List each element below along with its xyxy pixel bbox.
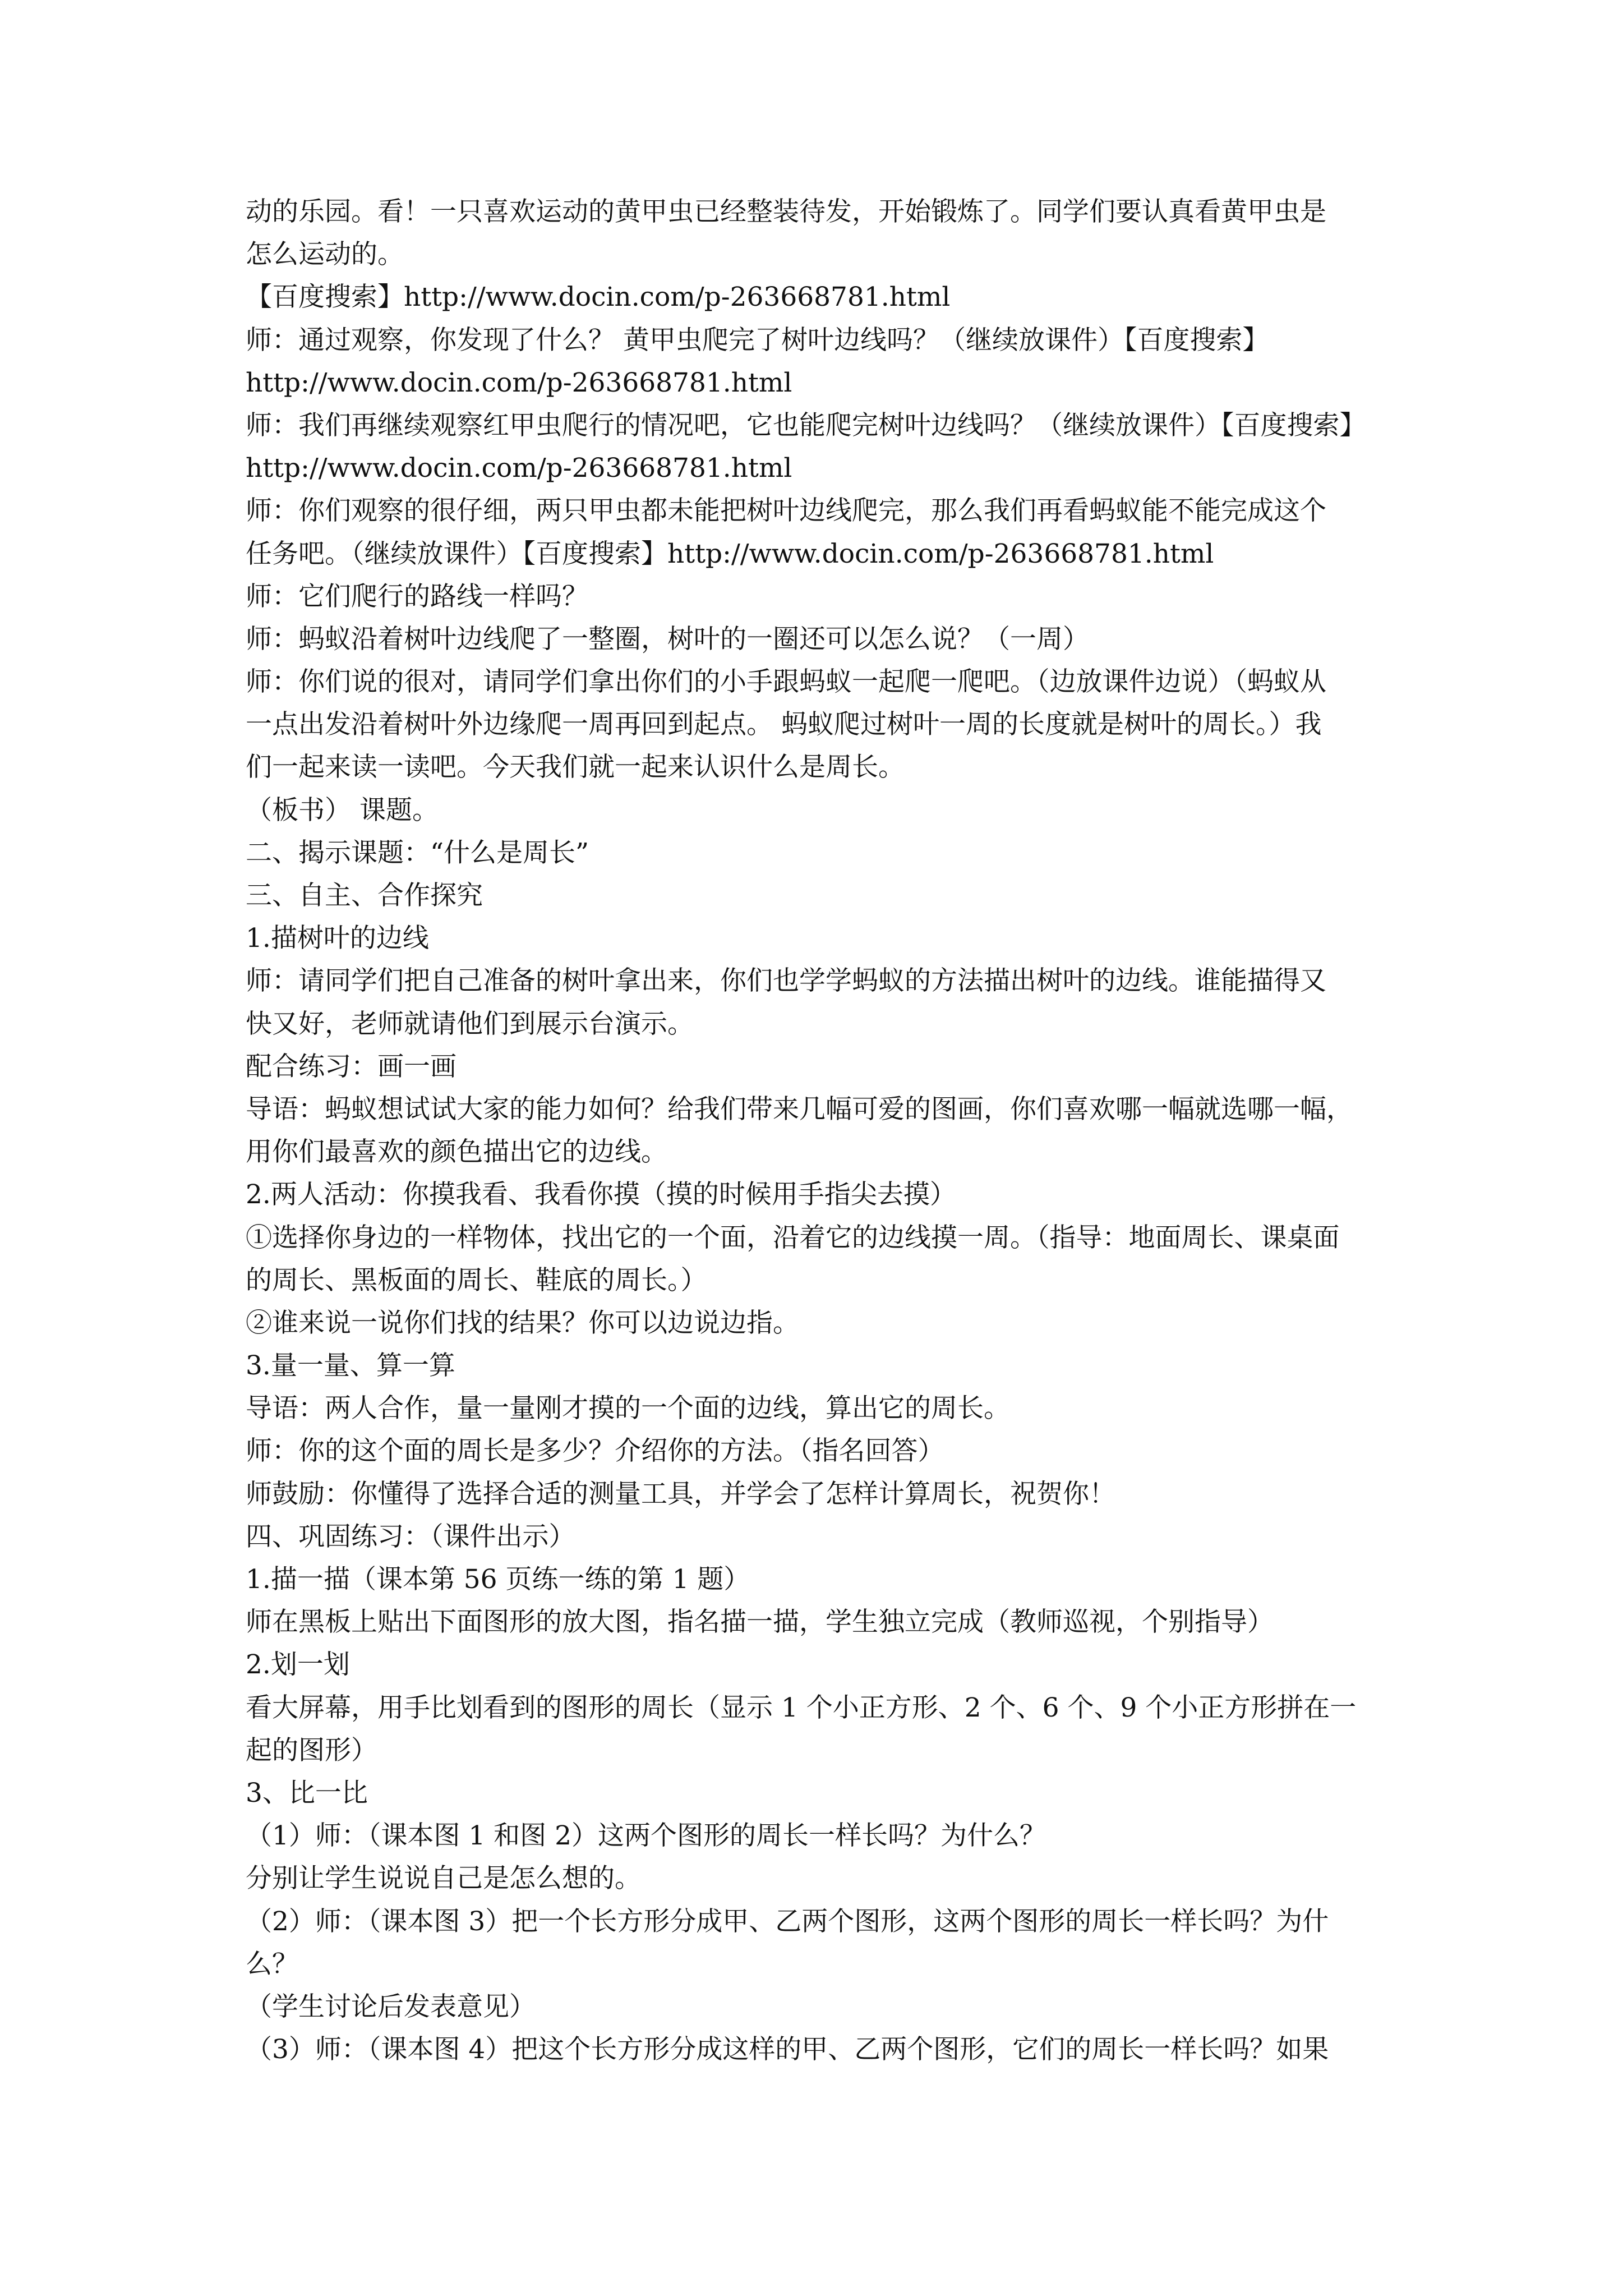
text-line: 快又好，老师就请他们到展示台演示。 xyxy=(246,1008,694,1039)
text-line: 们一起来读一读吧。今天我们就一起来认识什么是周长。 xyxy=(246,752,905,783)
text-line: 师：蚂蚁沿着树叶边线爬了一整圈，树叶的一圈还可以怎么说？（一周） xyxy=(246,623,1089,655)
text-line: 用你们最喜欢的颜色描出它的边线。 xyxy=(246,1137,667,1168)
text-line: 导语：蚂蚁想试试大家的能力如何？给我们带来几幅可爱的图画，你们喜欢哪一幅就选哪一幅， xyxy=(246,1093,1353,1125)
text-line: ②谁来说一说你们找的结果？你可以边说边指。 xyxy=(246,1307,799,1338)
text-line: 看大屏幕，用手比划看到的图形的周长（显示 1 个小正方形、2 个、6 个、9 个小正方形拼在一 xyxy=(246,1692,1357,1723)
subsection-heading: 2.划一划 xyxy=(246,1649,350,1681)
text-line: （1）师：（课本图 1 和图 2）这两个图形的周长一样长吗？为什么？ xyxy=(246,1820,1046,1852)
text-line: 师：你们说的很对，请同学们拿出你们的小手跟蚂蚁一起爬一爬吧。（边放课件边说）（蚂蚁从 xyxy=(246,666,1326,698)
subsection-heading: 2.两人活动：你摸我看、我看你摸（摸的时候用手指尖去摸） xyxy=(246,1179,956,1211)
text-line: 么？ xyxy=(246,1948,298,1980)
subsection-heading: 3.量一量、算一算 xyxy=(246,1350,455,1382)
text-line: 配合练习：画一画 xyxy=(246,1051,457,1082)
section-heading: 三、自主、合作探究 xyxy=(246,880,483,911)
text-line: 师：请同学们把自己准备的树叶拿出来，你们也学学蚂蚁的方法描出树叶的边线。谁能描得又 xyxy=(246,965,1326,997)
text-line: 师鼓励：你懂得了选择合适的测量工具，并学会了怎样计算周长，祝贺你！ xyxy=(246,1478,1115,1510)
text-line: 任务吧。（继续放课件）【百度搜索】http://www.docin.com/p-263668781.html xyxy=(246,538,1214,569)
text-line: http://www.docin.com/p-263668781.html xyxy=(246,367,792,398)
text-line: 一点出发沿着树叶外边缘爬一周再回到起点。 蚂蚁爬过树叶一周的长度就是树叶的周长。）我 xyxy=(246,709,1322,740)
text-line: （学生讨论后发表意见） xyxy=(246,1991,536,2022)
text-line: 师：通过观察，你发现了什么？ 黄甲虫爬完了树叶边线吗？（继续放课件）【百度搜索】 xyxy=(246,324,1269,356)
text-line: 师：你们观察的很仔细，两只甲虫都未能把树叶边线爬完，那么我们再看蚂蚁能不能完成这个 xyxy=(246,495,1326,527)
text-line: 【百度搜索】http://www.docin.com/p-263668781.html xyxy=(246,282,951,313)
subsection-heading: 1.描树叶的边线 xyxy=(246,923,429,954)
text-line: 起的图形） xyxy=(246,1734,377,1766)
text-line: 导语：两人合作，量一量刚才摸的一个面的边线，算出它的周长。 xyxy=(246,1393,1010,1424)
text-line: 怎么运动的。 xyxy=(246,239,404,270)
text-line: （3）师：（课本图 4）把这个长方形分成这样的甲、乙两个图形，它们的周长一样长吗？如果 xyxy=(246,2034,1329,2065)
text-line: （2）师：（课本图 3）把一个长方形分成甲、乙两个图形，这两个图形的周长一样长吗？为什 xyxy=(246,1906,1329,1937)
text-line: 分别让学生说说自己是怎么想的。 xyxy=(246,1863,641,1894)
subsection-heading: 1.描一描（课本第 56 页练一练的第 1 题） xyxy=(246,1564,750,1595)
text-line: 动的乐园。看！一只喜欢运动的黄甲虫已经整装待发，开始锻炼了。同学们要认真看黄甲虫是 xyxy=(246,196,1326,227)
text-line: 师：它们爬行的路线一样吗？ xyxy=(246,581,588,612)
text-line: 师：我们再继续观察红甲虫爬行的情况吧，它也能爬完树叶边线吗？（继续放课件）【百度搜索】 xyxy=(246,409,1366,441)
text-line: 师：你的这个面的周长是多少？介绍你的方法。（指名回答） xyxy=(246,1435,944,1467)
section-heading: 四、巩固练习：（课件出示） xyxy=(246,1521,575,1552)
text-line: （板书） 课题。 xyxy=(246,794,439,826)
document-body xyxy=(246,191,1412,2071)
subsection-heading: 3、比一比 xyxy=(246,1777,368,1809)
section-heading: 二、揭示课题：“什么是周长” xyxy=(246,837,589,868)
text-line: http://www.docin.com/p-263668781.html xyxy=(246,453,792,484)
text-line: 的周长、黑板面的周长、鞋底的周长。） xyxy=(246,1264,707,1296)
text-line: 师在黑板上贴出下面图形的放大图，指名描一描，学生独立完成（教师巡视，个别指导） xyxy=(246,1607,1274,1638)
text-line: ①选择你身边的一样物体，找出它的一个面，沿着它的边线摸一周。（指导：地面周长、课桌面 xyxy=(246,1222,1340,1253)
